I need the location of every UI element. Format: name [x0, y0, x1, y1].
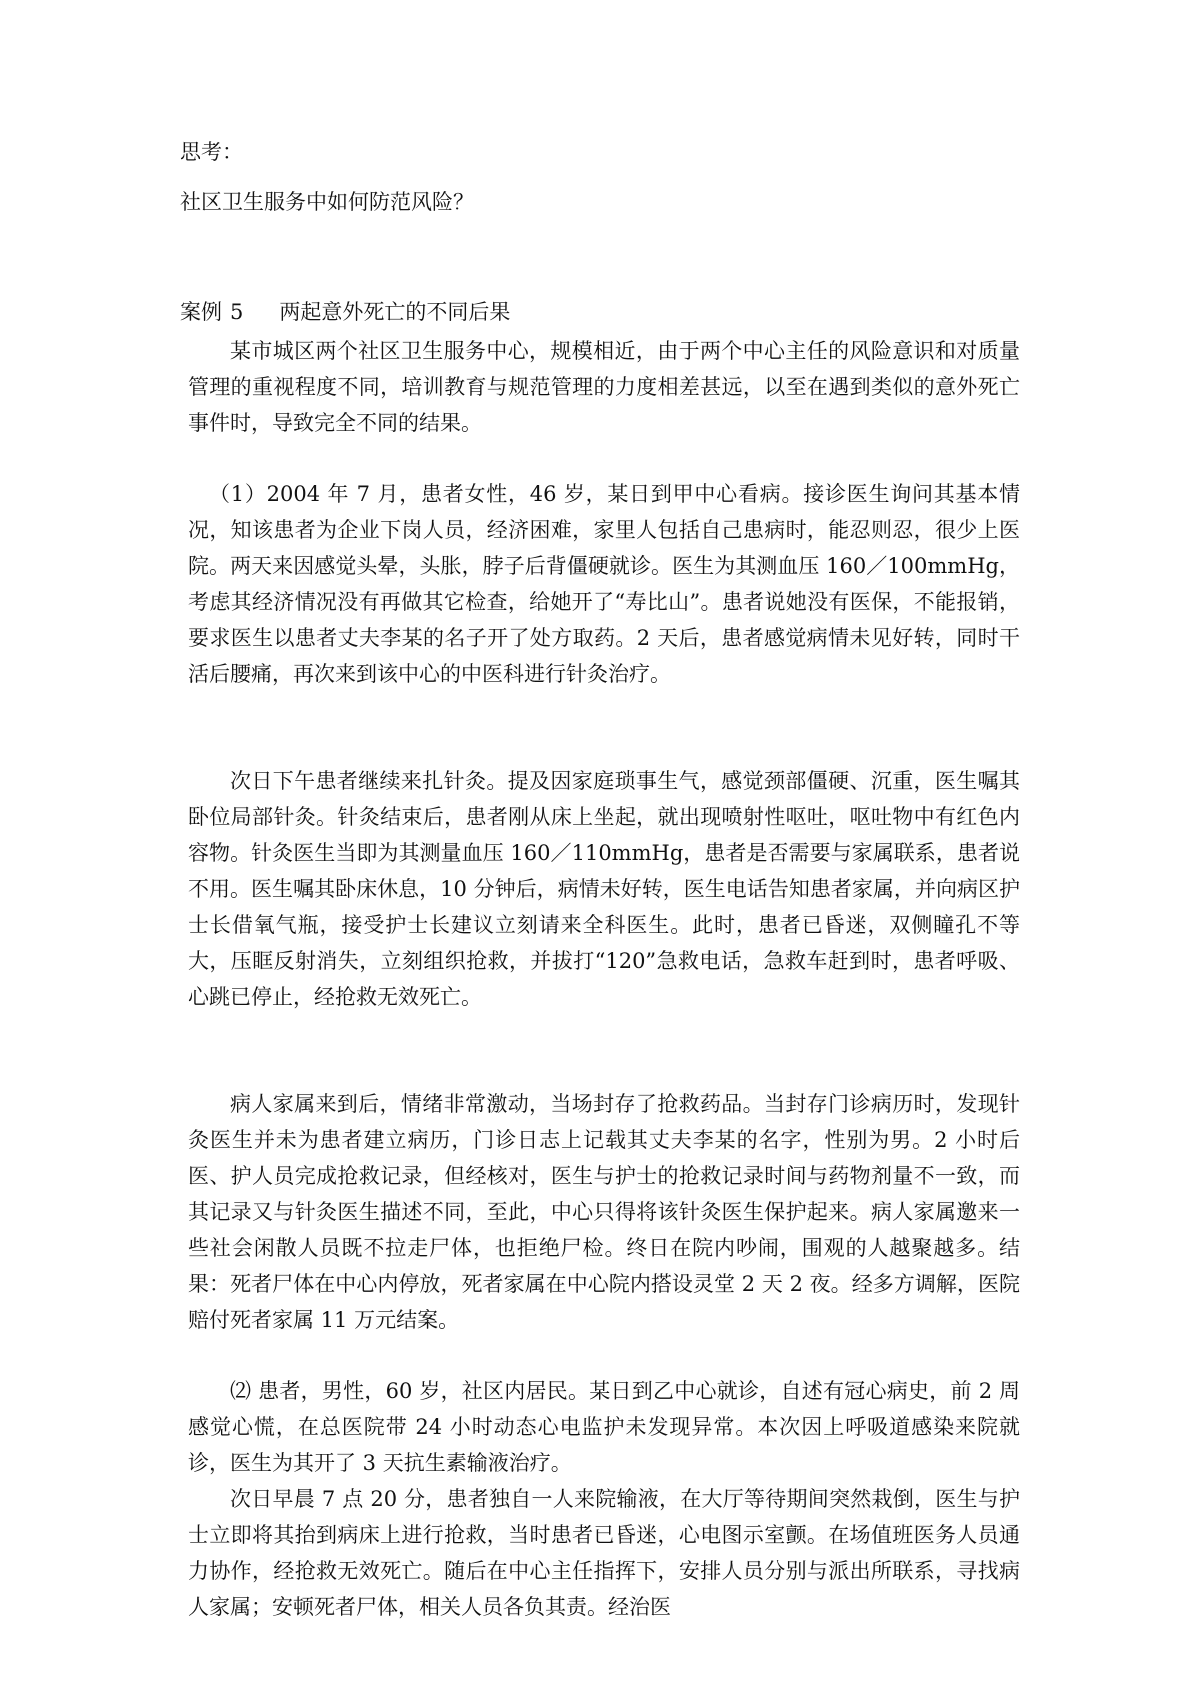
paragraph-case-2: ⑵ 患者，男性，60 岁，社区内居民。某日到乙中心就诊，自述有冠心病史，前 2 周感觉心慌，在总医院带 24 小时动态心电监护未发现异常。本次因上呼吸道感染来院就诊，医生为其开了 3 天抗生素输液治疗。: [188, 1379, 1020, 1475]
case-number: 5: [230, 300, 244, 324]
question-text: 社区卫生服务中如何防范风险？: [180, 190, 474, 214]
heading-think: 思考：: [180, 140, 243, 164]
paragraph-intro: 某市城区两个社区卫生服务中心，规模相近，由于两个中心主任的风险意识和对质量管理的重视程度不同，培训教育与规范管理的力度相差甚远，以至在遇到类似的意外死亡事件时，导致完全不同的结果。: [188, 339, 1020, 435]
case-heading: [180, 302, 510, 323]
paragraph-case-1-outcome: 病人家属来到后，情绪非常激动，当场封存了抢救药品。当封存门诊病历时，发现针灸医生并未为患者建立病历，门诊日志上记载其丈夫李某的名字，性别为男。2 小时后医、护人员完成抢救记录，但经核对，医生与护士的抢救记录时间与药物剂量不一致，而其记录又与针灸医生描述不同，至此，中心只得将该针灸医生保护起来。病人家属邀来一些社会闲散人员既不拉走尸体，也拒绝尸检。终日在院内吵闹，围观的人越聚越多。结果：死者尸体在中心内停放，死者家属在中心院内搭设灵堂 2 天 2 夜。经多方调解，医院赔付死者家属 11 万元结案。: [188, 1092, 1020, 1332]
case-title: 两起意外死亡的不同后果: [279, 300, 511, 324]
paragraph-case-1: （1）2004 年 7 月，患者女性，46 岁，某日到甲中心看病。接诊医生询问其基本情况，知该患者为企业下岗人员，经济困难，家里人包括自己患病时，能忍则忍，很少上医院。两天来因感觉头晕，头胀，脖子后背僵硬就诊。医生为其测血压 160／100mmHg，考虑其经济情况没有再做其它检查，给她开了“寿比山”。患者说她没有医保，不能报销，要求医生以患者丈夫李某的名子开了处方取药。2 天后，患者感觉病情未见好转，同时干活后腰痛，再次来到该中心的中医科进行针灸治疗。: [188, 482, 1020, 686]
case-label: 案例: [180, 300, 222, 324]
paragraph-case-2-followup: 次日早晨 7 点 20 分，患者独自一人来院输液，在大厅等待期间突然栽倒，医生与护士立即将其抬到病床上进行抢救，当时患者已昏迷，心电图示室颤。在场值班医务人员通力协作，经抢救无效死亡。随后在中心主任指挥下，安排人员分别与派出所联系，寻找病人家属；安顿死者尸体，相关人员各负其责。经治医: [188, 1487, 1020, 1619]
paragraph-case-1-followup: 次日下午患者继续来扎针灸。提及因家庭琐事生气，感觉颈部僵硬、沉重，医生嘱其卧位局部针灸。针灸结束后，患者刚从床上坐起，就出现喷射性呕吐，呕吐物中有红色内容物。针灸医生当即为其测量血压 160／110mmHg，患者是否需要与家属联系，患者说不用。医生嘱其卧床休息，10 分钟后，病情未好转，医生电话告知患者家属，并向病区护士长借氧气瓶，接受护士长建议立刻请来全科医生。此时，患者已昏迷，双侧瞳孔不等大，压眶反射消失，立刻组织抢救，并拔打“120”急救电话，急救车赶到时，患者呼吸、心跳已停止，经抢救无效死亡。: [188, 769, 1020, 1009]
